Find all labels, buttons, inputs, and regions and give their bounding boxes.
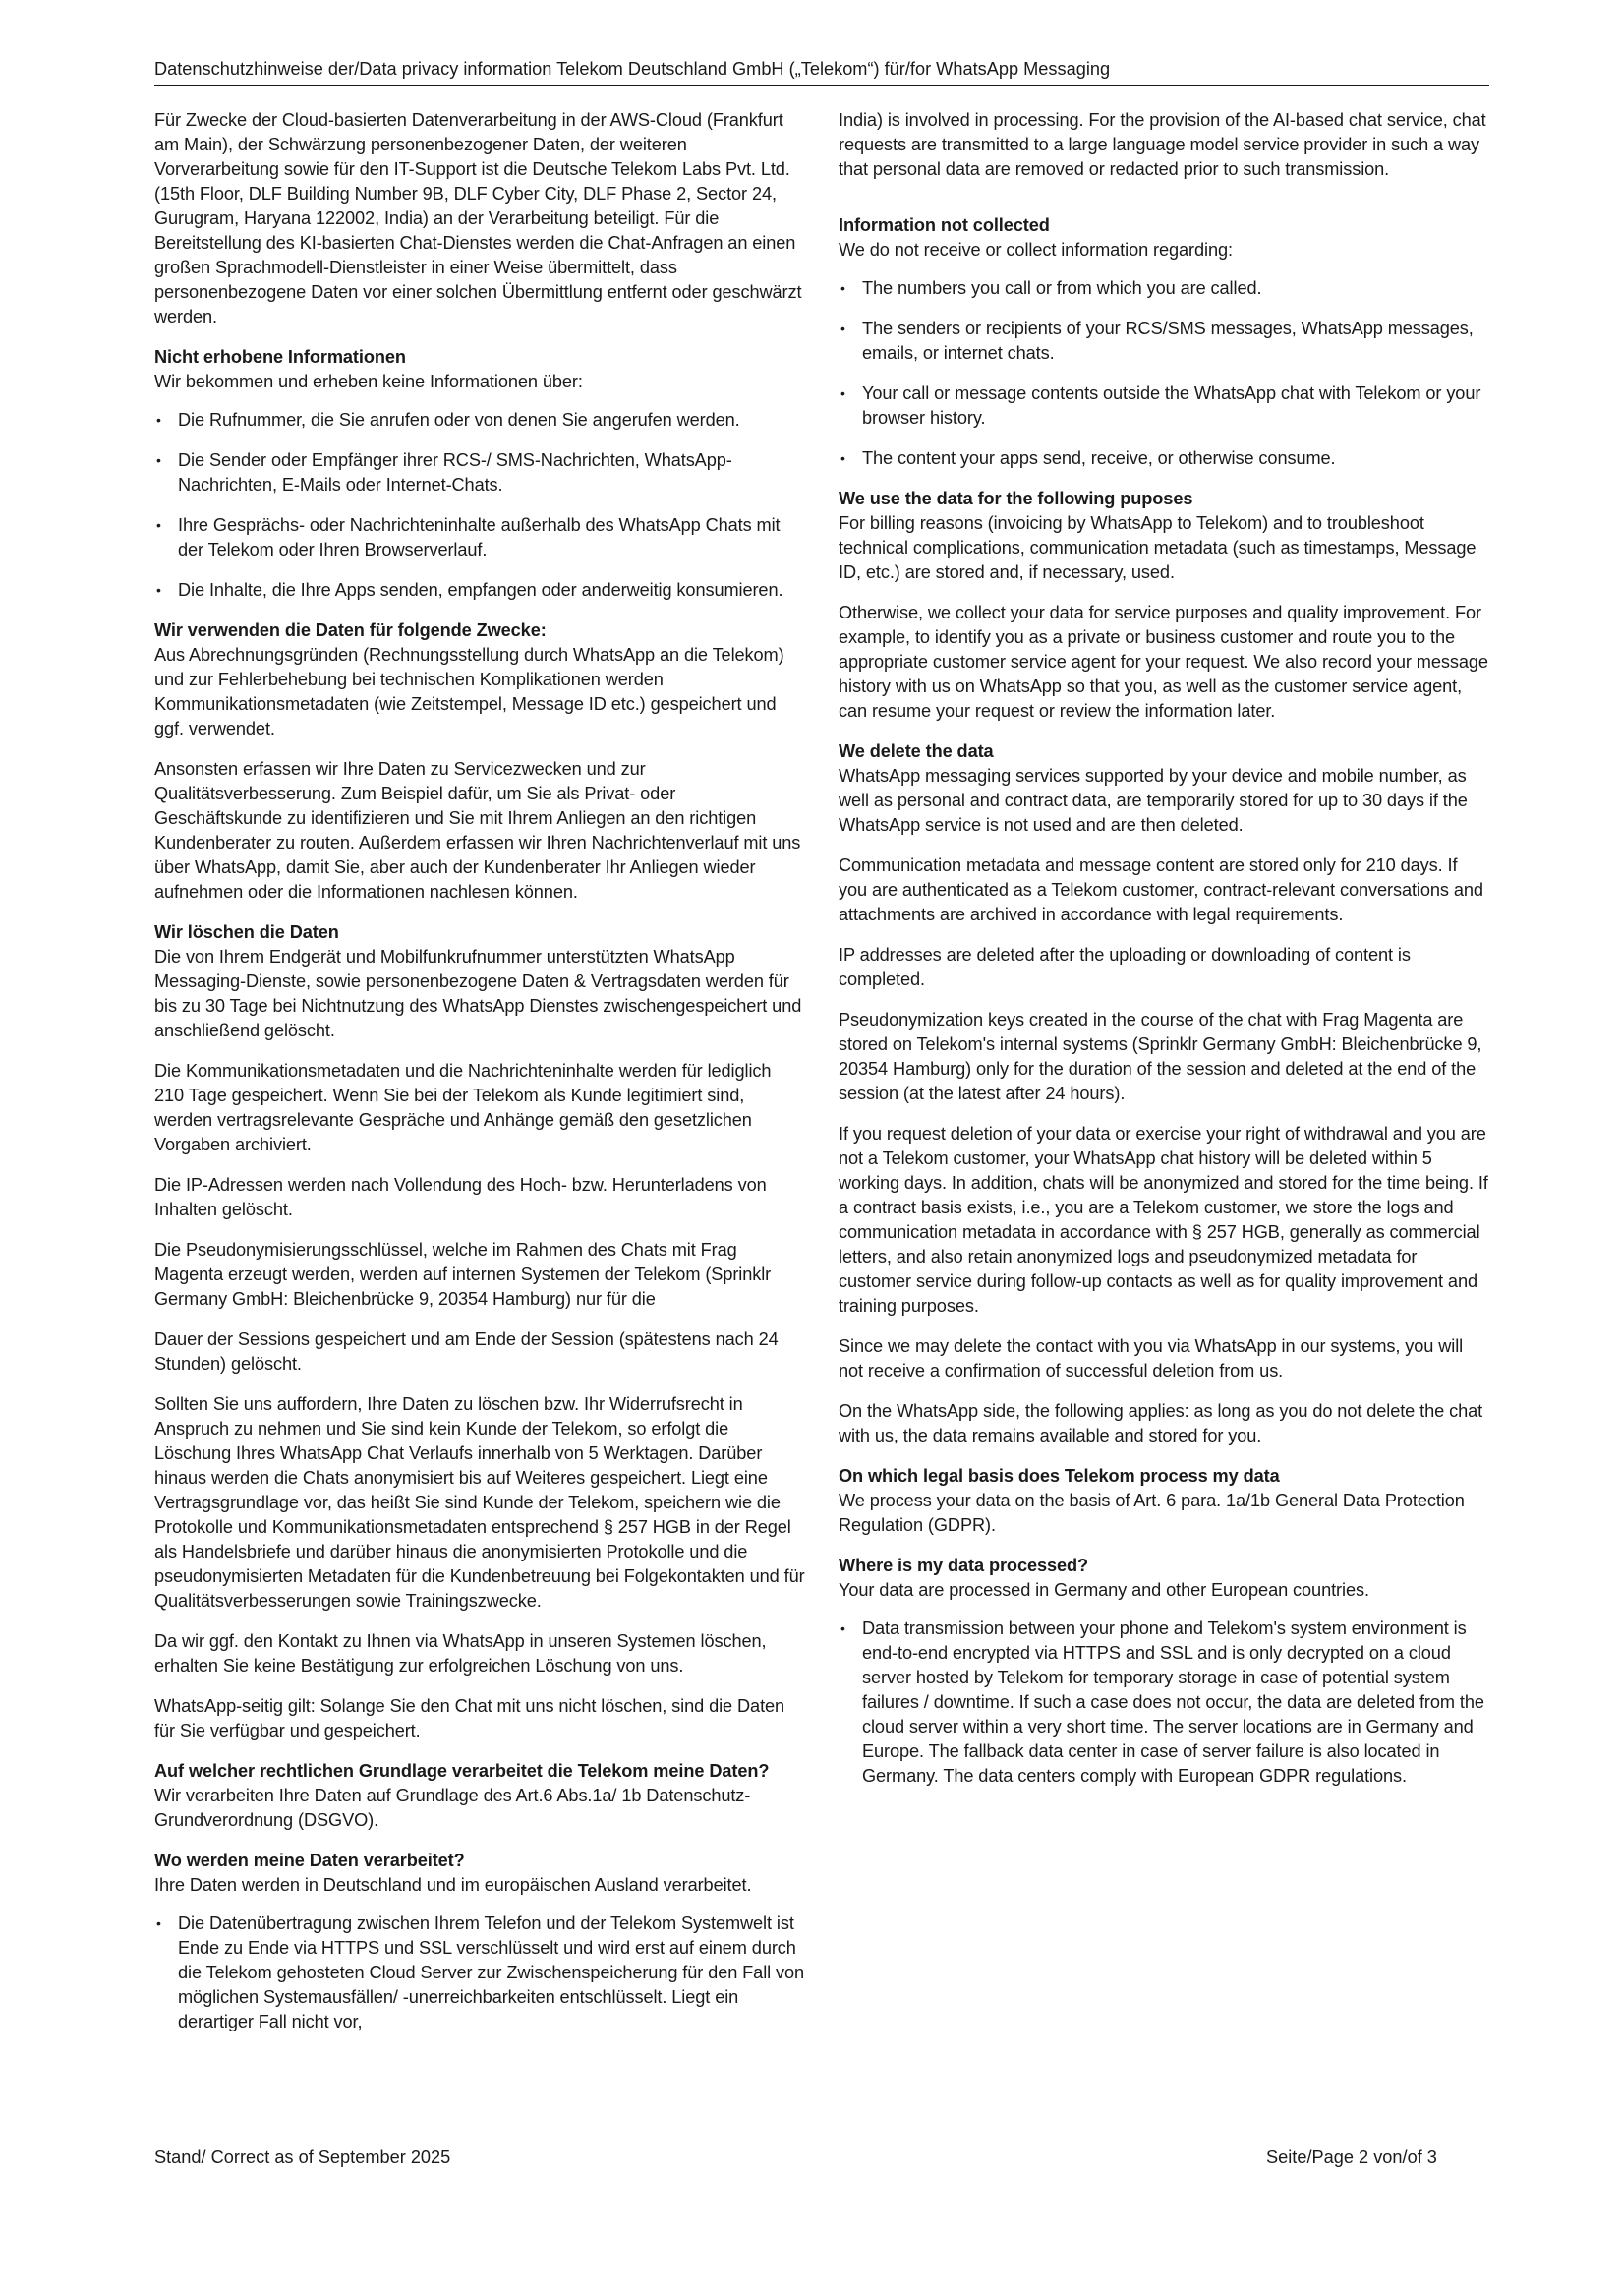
- list-item: • Die Sender oder Empfänger ihrer RCS-/ SMS-Nachrichten, WhatsApp-Nachrichten, E-Mails oder Internet-Chats.: [154, 448, 805, 498]
- delete-paragraph: Pseudonymization keys created in the course of the chat with Frag Magenta are stored on Telekom's internal systems (Sprinklr Germany GmbH: Bleichenbrücke 9, 20354 Hamburg) only for the duration of the session and deleted at the end of the session (at the latest after 24 hours).: [839, 1010, 1482, 1103]
- not-collected-heading: Nicht erhobene Informationen: [154, 347, 406, 367]
- list-item: • Your call or message contents outside the WhatsApp chat with Telekom or your browser history.: [839, 382, 1489, 431]
- purposes-paragraph: Otherwise, we collect your data for service purposes and quality improvement. For example, to identify you as a private or business customer and route you to the appropriate customer service agent for your request. We also record your message history with us on WhatsApp so that you, as well as the customer service agent, can resume your request or review the information later.: [839, 603, 1488, 721]
- list-item: • Die Rufnummer, die Sie anrufen oder von denen Sie angerufen werden.: [154, 408, 805, 433]
- delete-paragraph: WhatsApp-seitig gilt: Solange Sie den Chat mit uns nicht löschen, sind die Daten für Sie verfügbar und gespeichert.: [154, 1696, 785, 1740]
- document-header-title: Datenschutzhinweise der/Data privacy information Telekom Deutschland GmbH („Telekom“) für/for WhatsApp Messaging: [154, 59, 1111, 79]
- purposes-heading: Wir verwenden die Daten für folgende Zwecke:: [154, 620, 547, 640]
- not-collected-intro: We do not receive or collect information regarding:: [839, 240, 1233, 260]
- purposes-heading: We use the data for the following puposes: [839, 489, 1193, 508]
- legal-basis-paragraph: Wir verarbeiten Ihre Daten auf Grundlage des Art.6 Abs.1a/ 1b Datenschutz-Grundverordnung (DSGVO).: [154, 1786, 751, 1830]
- legal-basis-paragraph: We process your data on the basis of Art. 6 para. 1a/1b General Data Protection Regulation (GDPR).: [839, 1491, 1465, 1535]
- delete-paragraph: On the WhatsApp side, the following applies: as long as you do not delete the chat with us, the data remains available and stored for you.: [839, 1401, 1483, 1445]
- delete-paragraph: Communication metadata and message content are stored only for 210 days. If you are authenticated as a Telekom customer, contract-relevant conversations and attachments are archived in accordance with legal requirements.: [839, 855, 1483, 924]
- list-item: • The senders or recipients of your RCS/SMS messages, WhatsApp messages, emails, or internet chats.: [839, 317, 1489, 366]
- delete-paragraph: If you request deletion of your data or exercise your right of withdrawal and you are not a Telekom customer, your WhatsApp chat history will be deleted within 5 working days. In addition, chats will be anonymized and stored for the time being. If a contract basis exists, i.e., you are a Telekom customer, we store the logs and communication metadata in accordance with § 257 HGB, generally as commercial letters, and also retain anonymized logs and pseudonymized metadata for customer service during follow-up contacts as well as for quality improvement and training purposes.: [839, 1124, 1488, 1316]
- purposes-paragraph: Aus Abrechnungsgründen (Rechnungsstellung durch WhatsApp an die Telekom) und zur Fehlerbehebung bei technischen Komplikationen werden Kommunikationsmetadaten (wie Zeitstempel, Message ID etc.) gespeichert und ggf. verwendet.: [154, 645, 784, 738]
- delete-paragraph: Da wir ggf. den Kontakt zu Ihnen via WhatsApp in unseren Systemen löschen, erhalten Sie keine Bestätigung zur erfolgreichen Löschung von uns.: [154, 1631, 767, 1676]
- where-processed-intro: Ihre Daten werden in Deutschland und im europäischen Ausland verarbeitet.: [154, 1875, 752, 1895]
- delete-paragraph: Dauer der Sessions gespeichert und am Ende der Session (spätestens nach 24 Stunden) gelöscht.: [154, 1329, 779, 1374]
- list-item: • Die Inhalte, die Ihre Apps senden, empfangen oder anderweitig konsumieren.: [154, 578, 805, 603]
- purposes-paragraph: For billing reasons (invoicing by WhatsApp to Telekom) and to troubleshoot technical complications, communication metadata (such as timestamps, Message ID, etc.) are stored and, if necessary, used.: [839, 513, 1477, 582]
- not-collected-intro: Wir bekommen und erheben keine Informationen über:: [154, 372, 583, 391]
- list-item: • Ihre Gesprächs- oder Nachrichteninhalte außerhalb des WhatsApp Chats mit der Telekom oder Ihren Browserverlauf.: [154, 513, 805, 562]
- delete-paragraph: Since we may delete the contact with you via WhatsApp in our systems, you will not receive a confirmation of successful deletion from us.: [839, 1336, 1464, 1381]
- where-processed-list: [839, 1617, 1489, 1789]
- not-collected-list: [154, 408, 805, 603]
- list-item: • The content your apps send, receive, or otherwise consume.: [839, 446, 1489, 471]
- intro-paragraph: India) is involved in processing. For the provision of the AI-based chat service, chat requests are transmitted to a large language model service provider in such a way that personal data are removed or redacted prior to such transmission.: [839, 110, 1486, 179]
- delete-paragraph: WhatsApp messaging services supported by your device and mobile number, as well as personal and contract data, are temporarily stored for up to 30 days if the WhatsApp service is not used and are then deleted.: [839, 766, 1468, 835]
- german-column: [154, 108, 805, 2050]
- header-divider: [154, 85, 1489, 86]
- not-collected-list: [839, 276, 1489, 471]
- delete-paragraph: Sollten Sie uns auffordern, Ihre Daten zu löschen bzw. Ihr Widerrufsrecht in Anspruch zu nehmen und Sie sind kein Kunde der Telekom, so erfolgt die Löschung Ihres WhatsApp Chat Verlaufs innerhalb von 5 Werktagen. Darüber hinaus werden die Chats anonymisiert bis auf Weiteres gespeichert. Liegt eine Vertragsgrundlage vor, das heißt Sie sind Kunde der Telekom, speichern wie die Protokolle und Kommunikationsmetadaten entsprechend § 257 HGB in der Regel als Handelsbriefe und darüber hinaus die anonymisierten Protokolle und die pseudonymisierten Metadaten für die Kundenbetreuung bei Folgekontakten und für Qualitätsverbesserungen sowie Trainingszwecke.: [154, 1394, 805, 1611]
- list-item: • Data transmission between your phone and Telekom's system environment is end-to-end encrypted via HTTPS and SSL and is only decrypted on a cloud server hosted by Telekom for temporary storage in case of potential system failures / downtime. If such a case does not occur, the data are deleted from the cloud server within a very short time. The server locations are in Germany and Europe. The fallback data center in case of server failure is also located in Germany. The data centers comply with European GDPR regulations.: [839, 1617, 1489, 1789]
- legal-basis-heading: On which legal basis does Telekom process my data: [839, 1466, 1280, 1486]
- not-collected-heading: Information not collected: [839, 215, 1050, 235]
- delete-heading: We delete the data: [839, 741, 994, 761]
- where-processed-heading: Where is my data processed?: [839, 1556, 1089, 1575]
- english-column: [839, 108, 1489, 1804]
- list-item: • Die Datenübertragung zwischen Ihrem Telefon und der Telekom Systemwelt ist Ende zu Ende via HTTPS und SSL verschlüsselt und wird erst auf einem durch die Telekom gehosteten Cloud Server zur Zwischenspeicherung für den Fall von möglichen Systemausfällen/ -unerreichbarkeiten entschlüsselt. Liegt ein derartiger Fall nicht vor,: [154, 1912, 805, 2034]
- delete-paragraph: Die IP-Adressen werden nach Vollendung des Hoch- bzw. Herunterladens von Inhalten gelöscht.: [154, 1175, 767, 1219]
- list-item: • The numbers you call or from which you are called.: [839, 276, 1489, 301]
- footer-date: Stand/ Correct as of September 2025: [154, 2148, 451, 2167]
- where-processed-heading: Wo werden meine Daten verarbeitet?: [154, 1851, 465, 1870]
- delete-paragraph: Die Kommunikationsmetadaten und die Nachrichteninhalte werden für lediglich 210 Tage gespeichert. Wenn Sie bei der Telekom als Kunde legitimiert sind, werden vertragsrelevante Gespräche und Anhänge gemäß den gesetzlichen Vorgaben archiviert.: [154, 1061, 772, 1154]
- purposes-paragraph: Ansonsten erfassen wir Ihre Daten zu Servicezwecken und zur Qualitätsverbesserung. Zum Beispiel dafür, um Sie als Privat- oder Geschäftskunde zu identifizieren und Sie mit Ihrem Anliegen an den richtigen Kundenberater zu routen. Außerdem erfassen wir Ihren Nachrichtenverlauf mit uns über WhatsApp, damit Sie, aber auch der Kundenberater Ihr Anliegen wieder aufnehmen oder die Informationen nachlesen können.: [154, 759, 801, 902]
- delete-paragraph: Die von Ihrem Endgerät und Mobilfunkrufnummer unterstützten WhatsApp Messaging-Dienste, sowie personenbezogene Daten & Vertragsdaten werden für bis zu 30 Tage bei Nichtnutzung des WhatsApp Dienstes zwischengespeichert und anschließend gelöscht.: [154, 947, 802, 1040]
- delete-heading: Wir löschen die Daten: [154, 922, 339, 942]
- delete-paragraph: IP addresses are deleted after the uploading or downloading of content is completed.: [839, 945, 1411, 989]
- where-processed-intro: Your data are processed in Germany and other European countries.: [839, 1580, 1369, 1600]
- footer-page-number: Seite/Page 2 von/of 3: [1266, 2148, 1437, 2167]
- delete-paragraph: Die Pseudonymisierungsschlüssel, welche im Rahmen des Chats mit Frag Magenta erzeugt werden, werden auf internen Systemen der Telekom (Sprinklr Germany GmbH: Bleichenbrücke 9, 20354 Hamburg) nur für die: [154, 1240, 772, 1309]
- where-processed-list: [154, 1912, 805, 2034]
- legal-basis-heading: Auf welcher rechtlichen Grundlage verarbeitet die Telekom meine Daten?: [154, 1761, 770, 1781]
- intro-paragraph: Für Zwecke der Cloud-basierten Datenverarbeitung in der AWS-Cloud (Frankfurt am Main), der Schwärzung personenbezogener Daten, der weiteren Vorverarbeitung sowie für den IT-Support ist die Deutsche Telekom Labs Pvt. Ltd. (15th Floor, DLF Building Number 9B, DLF Cyber City, DLF Phase 2, Sector 24, Gurugram, Haryana 122002, India) an der Verarbeitung beteiligt. Für die Bereitstellung des KI-basierten Chat-Dienstes werden die Chat-Anfragen an einen großen Sprachmodell-Dienstleister in einer Weise übermittelt, dass personenbezogene Daten vor einer solchen Übermittlung entfernt oder geschwärzt werden.: [154, 110, 802, 326]
